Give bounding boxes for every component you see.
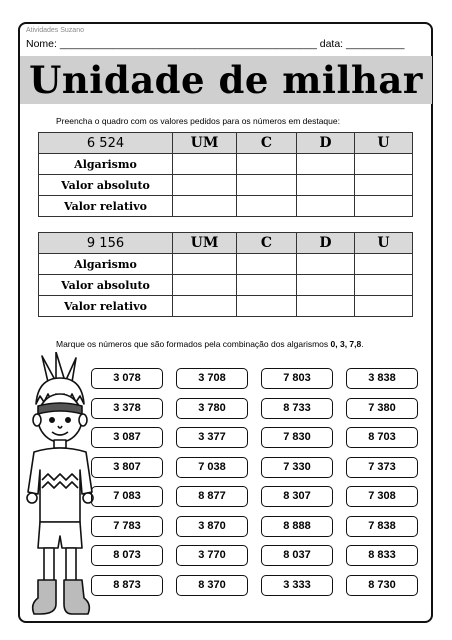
answer-cell[interactable] <box>237 254 297 275</box>
name-field[interactable]: ____________________________________________ <box>59 38 317 50</box>
instruction-digits: 0, 3, 7,8 <box>330 339 362 349</box>
number-option[interactable]: 8 037 <box>261 545 333 566</box>
row-label: Valor relativo <box>39 196 173 217</box>
number-option[interactable]: 7 803 <box>261 368 333 389</box>
name-date-line <box>26 38 426 50</box>
number-option[interactable]: 3 770 <box>176 545 248 566</box>
number-option[interactable]: 8 703 <box>346 427 418 448</box>
place-value-table-1 <box>38 132 413 217</box>
number-option[interactable]: 7 830 <box>261 427 333 448</box>
answer-cell[interactable] <box>355 175 413 196</box>
answer-cell[interactable] <box>173 196 237 217</box>
boy-illustration <box>22 352 100 620</box>
number-option[interactable]: 8 873 <box>91 575 163 596</box>
number-option[interactable]: 7 330 <box>261 457 333 478</box>
answer-cell[interactable] <box>297 175 355 196</box>
col-u: U <box>355 233 413 254</box>
number-option[interactable]: 7 038 <box>176 457 248 478</box>
number-option[interactable]: 8 888 <box>261 516 333 537</box>
col-c: C <box>237 233 297 254</box>
number-option[interactable]: 7 783 <box>91 516 163 537</box>
answer-cell[interactable] <box>297 154 355 175</box>
instruction-table: Preencha o quadro com os valores pedidos para os números em destaque: <box>56 116 340 126</box>
row-label: Valor absoluto <box>39 275 173 296</box>
name-label: Nome: <box>26 38 57 50</box>
col-u: U <box>355 133 413 154</box>
answer-cell[interactable] <box>355 196 413 217</box>
number-option[interactable]: 8 370 <box>176 575 248 596</box>
date-label: data: <box>319 38 344 50</box>
col-d: D <box>297 133 355 154</box>
row-label: Algarismo <box>39 154 173 175</box>
page-title: Unidade de milhar <box>29 58 423 102</box>
number-option[interactable]: 7 083 <box>91 486 163 507</box>
answer-cell[interactable] <box>297 275 355 296</box>
number-option[interactable]: 8 073 <box>91 545 163 566</box>
answer-cell[interactable] <box>173 175 237 196</box>
number-option[interactable]: 7 308 <box>346 486 418 507</box>
table-number: 9 156 <box>39 233 173 254</box>
row-label: Valor absoluto <box>39 175 173 196</box>
row-label: Valor relativo <box>39 296 173 317</box>
col-um: UM <box>173 133 237 154</box>
answer-cell[interactable] <box>173 275 237 296</box>
number-option[interactable]: 3 333 <box>261 575 333 596</box>
watermark: Atividades Suzano <box>26 27 84 34</box>
answer-cell[interactable] <box>355 154 413 175</box>
answer-cell[interactable] <box>355 275 413 296</box>
answer-cell[interactable] <box>237 296 297 317</box>
instruction-numbers <box>56 339 364 349</box>
col-c: C <box>237 133 297 154</box>
number-option[interactable]: 3 838 <box>346 368 418 389</box>
answer-cell[interactable] <box>297 296 355 317</box>
number-option[interactable]: 3 087 <box>91 427 163 448</box>
answer-cell[interactable] <box>355 254 413 275</box>
number-option[interactable]: 7 838 <box>346 516 418 537</box>
answer-cell[interactable] <box>237 196 297 217</box>
number-option[interactable]: 8 833 <box>346 545 418 566</box>
place-value-table-2 <box>38 232 413 317</box>
number-option[interactable]: 3 377 <box>176 427 248 448</box>
table-number: 6 524 <box>39 133 173 154</box>
instruction-prefix: Marque os números que são formados pela combinação dos algarismos <box>56 339 331 349</box>
number-option[interactable]: 3 807 <box>91 457 163 478</box>
answer-cell[interactable] <box>297 196 355 217</box>
number-option[interactable]: 7 380 <box>346 398 418 419</box>
number-option[interactable]: 8 307 <box>261 486 333 507</box>
answer-cell[interactable] <box>237 275 297 296</box>
col-um: UM <box>173 233 237 254</box>
answer-cell[interactable] <box>173 296 237 317</box>
number-option[interactable]: 3 708 <box>176 368 248 389</box>
answer-cell[interactable] <box>237 154 297 175</box>
answer-cell[interactable] <box>355 296 413 317</box>
number-option[interactable]: 3 870 <box>176 516 248 537</box>
number-option[interactable]: 8 730 <box>346 575 418 596</box>
number-option[interactable]: 3 378 <box>91 398 163 419</box>
date-field[interactable]: __________ <box>346 38 405 50</box>
instruction-suffix: . <box>361 339 364 349</box>
answer-cell[interactable] <box>173 154 237 175</box>
answer-cell[interactable] <box>173 254 237 275</box>
row-label: Algarismo <box>39 254 173 275</box>
number-option[interactable]: 8 733 <box>261 398 333 419</box>
answer-cell[interactable] <box>237 175 297 196</box>
col-d: D <box>297 233 355 254</box>
number-option[interactable]: 3 780 <box>176 398 248 419</box>
number-option[interactable]: 8 877 <box>176 486 248 507</box>
answer-cell[interactable] <box>297 254 355 275</box>
number-option[interactable]: 7 373 <box>346 457 418 478</box>
number-option[interactable]: 3 078 <box>91 368 163 389</box>
